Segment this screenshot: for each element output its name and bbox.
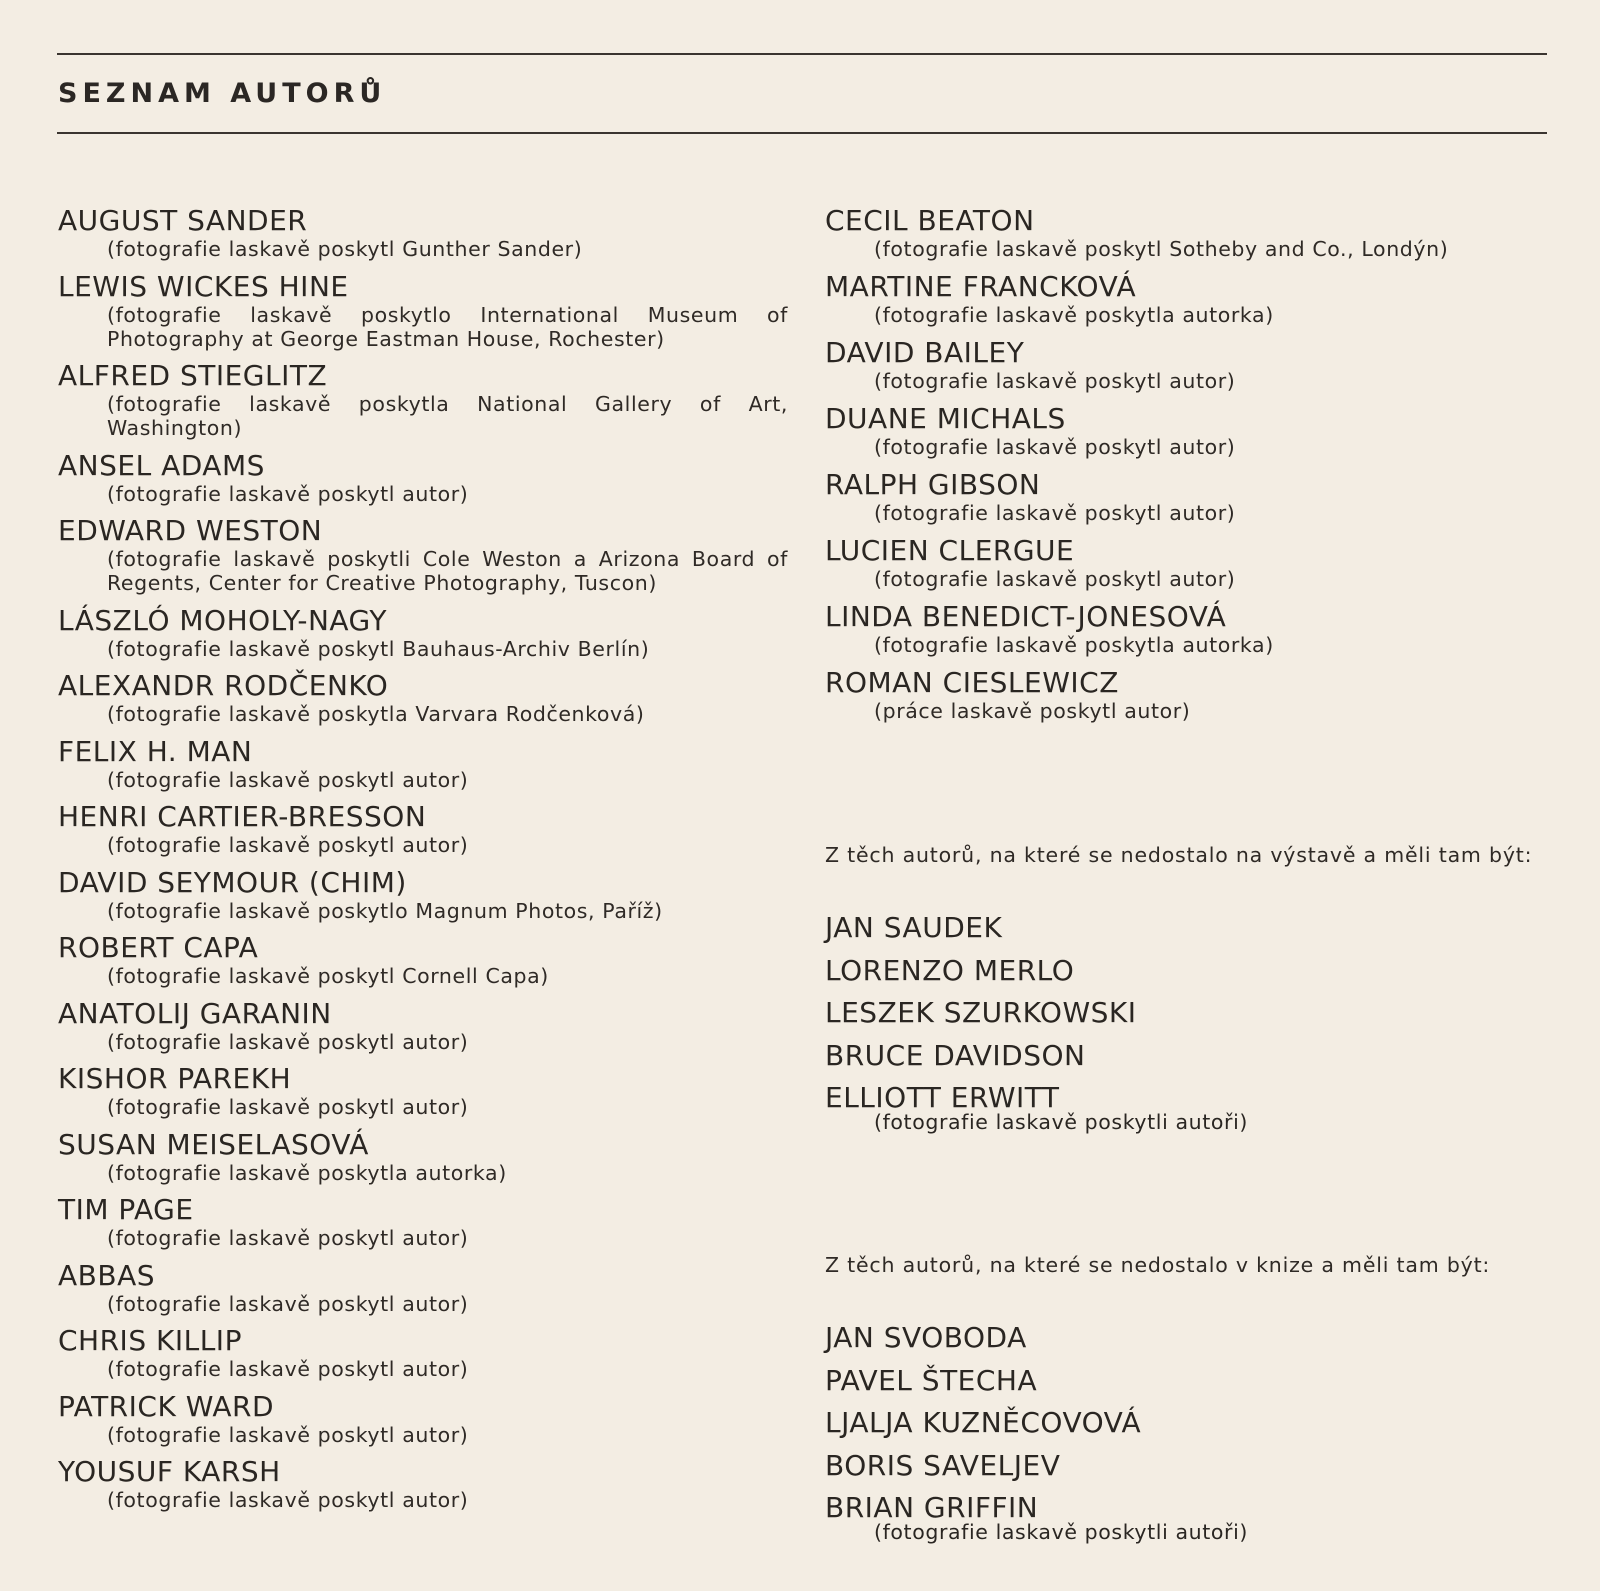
author-name: LINDA BENEDICT-JONESOVÁ xyxy=(825,600,1227,633)
author-entry xyxy=(58,1391,788,1457)
author-credit: (fotografie laskavě poskytl autor) xyxy=(107,1422,469,1447)
author-entry xyxy=(58,932,788,998)
author-name: LÁSZLÓ MOHOLY-NAGY xyxy=(58,603,387,637)
author-credit: (fotografie laskavě poskytl autor) xyxy=(874,501,1236,525)
book-missing-list xyxy=(825,1317,1248,1542)
header-bottom-rule xyxy=(57,132,1547,134)
author-name: RALPH GIBSON xyxy=(825,468,1041,501)
author-credit: (fotografie laskavě poskytl autor) xyxy=(107,833,469,857)
author-name: ALFRED STIEGLITZ xyxy=(58,359,328,392)
author-entry xyxy=(825,271,1565,337)
author-name: LEWIS WICKES HINE xyxy=(58,269,349,303)
author-name: AUGUST SANDER xyxy=(58,204,308,237)
page-title: SEZNAM AUTORŮ xyxy=(58,78,387,109)
author-entry xyxy=(58,450,788,516)
author-name: ROMAN CIESLEWICZ xyxy=(825,666,1119,699)
author-name: CHRIS KILLIP xyxy=(58,1324,242,1357)
author-entry xyxy=(825,535,1565,601)
book-missing-heading: Z těch autorů, na které se nedostalo v knize a měli tam být: xyxy=(825,1253,1491,1277)
exhibition-missing-list xyxy=(825,907,1248,1132)
author-credit: (fotografie laskavě poskytl Cornell Capa) xyxy=(107,964,549,988)
author-name: YOUSUF KARSH xyxy=(58,1455,281,1488)
author-name: LUCIEN CLERGUE xyxy=(825,534,1075,567)
author-name: JAN SVOBODA xyxy=(825,1321,1027,1354)
author-credit: (fotografie laskavě poskytl autor) xyxy=(874,435,1236,459)
author-entry xyxy=(58,1129,788,1195)
author-entry xyxy=(58,1456,788,1522)
author-credit: (fotografie laskavě poskytla Varvara Rodčenková) xyxy=(107,702,645,726)
author-entry xyxy=(58,867,788,933)
author-name: ANATOLIJ GARANIN xyxy=(58,996,332,1030)
author-name: LESZEK SZURKOWSKI xyxy=(825,996,1137,1029)
author-credit: (fotografie laskavě poskytl autor) xyxy=(874,567,1236,591)
author-entry xyxy=(825,667,1565,733)
author-credit: (fotografie laskavě poskytl Sotheby and Co., Londýn) xyxy=(874,237,1449,261)
author-name: MARTINE FRANCKOVÁ xyxy=(825,270,1137,303)
author-entry xyxy=(58,205,788,271)
author-entry xyxy=(58,736,788,802)
author-name: BORIS SAVELJEV xyxy=(825,1448,1061,1482)
author-entry xyxy=(58,1325,788,1391)
author-name: BRUCE DAVIDSON xyxy=(825,1038,1086,1072)
author-credit: (fotografie laskavě poskytl autor) xyxy=(107,1291,469,1316)
author-name: ANSEL ADAMS xyxy=(58,448,265,482)
author-entry xyxy=(58,360,788,450)
author-name: EDWARD WESTON xyxy=(58,514,323,547)
author-entry xyxy=(58,1260,788,1326)
author-name: TIM PAGE xyxy=(58,1193,194,1226)
author-credit: (fotografie laskavě poskytla autorka) xyxy=(874,633,1274,657)
author-credit: (fotografie laskavě poskytli autoři) xyxy=(874,1109,1248,1134)
author-entry xyxy=(58,271,788,361)
author-name: DUANE MICHALS xyxy=(825,402,1066,435)
author-name: PAVEL ŠTECHA xyxy=(825,1363,1038,1397)
author-entry xyxy=(58,1194,788,1260)
author-credit: (fotografie laskavě poskytl autor) xyxy=(107,1226,469,1250)
author-name: HENRI CARTIER-BRESSON xyxy=(58,800,427,833)
author-credit: (fotografie laskavě poskytla autorka) xyxy=(107,1160,507,1185)
author-name: DAVID BAILEY xyxy=(825,336,1025,369)
author-entry xyxy=(825,403,1565,469)
author-entry xyxy=(825,337,1565,403)
top-rule xyxy=(57,53,1547,55)
author-name: CECIL BEATON xyxy=(825,204,1035,237)
author-name: ELLIOTT ERWITT xyxy=(825,1081,1060,1114)
author-entry xyxy=(825,601,1565,667)
right-author-column xyxy=(825,205,1565,733)
author-credit: (práce laskavě poskytl autor) xyxy=(874,699,1191,723)
left-author-column xyxy=(58,205,788,1522)
author-credit: (fotografie laskavě poskytlo International Museum of Photography at George Eastman House, Rochester) xyxy=(107,302,788,351)
author-entry xyxy=(58,998,788,1064)
author-name: LJALJA KUZNĚCOVOVÁ xyxy=(825,1406,1142,1439)
author-credit: (fotografie laskavě poskytlo Magnum Photos, Paříž) xyxy=(107,898,663,923)
author-credit: (fotografie laskavě poskytli Cole Weston a Arizona Board of Regents, Center for Creative Photography, Tuscon) xyxy=(107,547,788,595)
author-credit: (fotografie laskavě poskytl autor) xyxy=(107,1488,469,1512)
author-credit: (fotografie laskavě poskytl Gunther Sander) xyxy=(107,237,583,261)
author-credit: (fotografie laskavě poskytl Bauhaus-Archiv Berlín) xyxy=(107,636,650,661)
author-name: ALEXANDR RODČENKO xyxy=(58,669,389,702)
author-credit: (fotografie laskavě poskytla autorka) xyxy=(874,303,1274,327)
author-entry xyxy=(58,670,788,736)
author-entry xyxy=(58,515,788,605)
author-credit: (fotografie laskavě poskytl autor) xyxy=(107,767,469,792)
author-credit: (fotografie laskavě poskytla National Gallery of Art, Washington) xyxy=(107,392,788,440)
author-name: SUSAN MEISELASOVÁ xyxy=(58,1127,369,1161)
author-name: BRIAN GRIFFIN xyxy=(825,1491,1039,1524)
author-name: KISHOR PAREKH xyxy=(58,1062,292,1095)
author-name: ABBAS xyxy=(58,1258,155,1292)
author-credit: (fotografie laskavě poskytl autor) xyxy=(107,481,469,506)
author-credit: (fotografie laskavě poskytl autor) xyxy=(107,1029,469,1054)
author-entry xyxy=(825,205,1565,271)
author-name: DAVID SEYMOUR (CHIM) xyxy=(58,865,407,899)
author-entry xyxy=(58,605,788,671)
author-name: JAN SAUDEK xyxy=(825,911,1003,944)
author-name: LORENZO MERLO xyxy=(825,953,1075,987)
author-credit: (fotografie laskavě poskytl autor) xyxy=(107,1095,469,1119)
author-entry xyxy=(58,1063,788,1129)
author-name: PATRICK WARD xyxy=(58,1389,275,1423)
author-entry xyxy=(58,801,788,867)
author-credit: (fotografie laskavě poskytl autor) xyxy=(874,369,1236,393)
author-credit: (fotografie laskavě poskytli autoři) xyxy=(874,1519,1248,1544)
author-name: FELIX H. MAN xyxy=(58,734,253,768)
exhibition-missing-heading: Z těch autorů, na které se nedostalo na výstavě a měli tam být: xyxy=(825,843,1533,867)
author-entry xyxy=(825,469,1565,535)
author-credit: (fotografie laskavě poskytl autor) xyxy=(107,1357,469,1381)
author-name: ROBERT CAPA xyxy=(58,931,259,964)
